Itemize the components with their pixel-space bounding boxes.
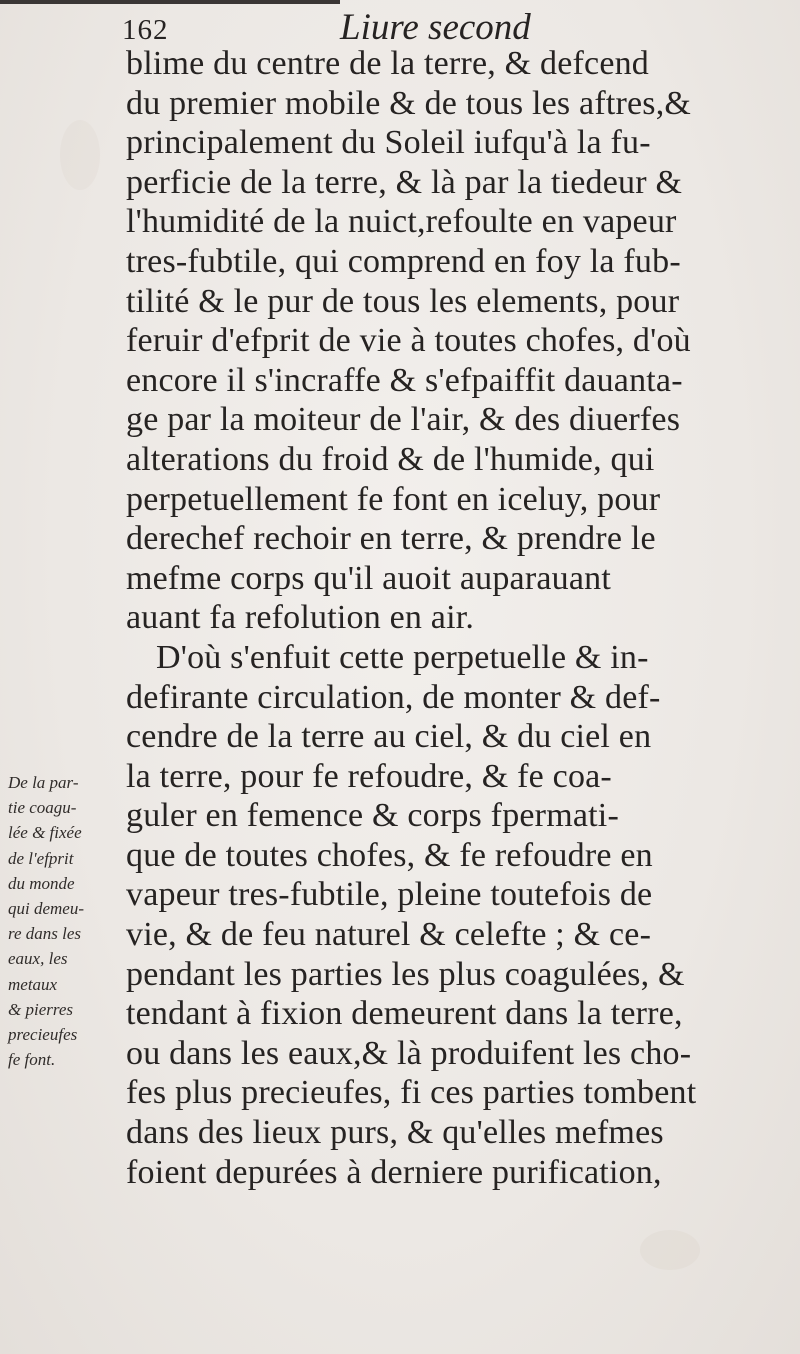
text-line: cendre de la terre au ciel, & du ciel en bbox=[126, 718, 652, 756]
margin-line: re dans les bbox=[8, 924, 82, 944]
text-line: tendant à fixion demeurent dans la terre, bbox=[126, 995, 683, 1033]
margin-line: qui demeu- bbox=[8, 899, 85, 919]
text-line: mefme corps qu'il auoit auparauant bbox=[126, 559, 611, 597]
text-line: guler en femence & corps fpermati- bbox=[126, 797, 619, 835]
text-line: tilité & le pur de tous les elements, pour bbox=[126, 282, 680, 320]
paper-stain bbox=[640, 1230, 700, 1270]
margin-line: de l'efprit bbox=[8, 848, 74, 868]
paper-stain bbox=[60, 120, 100, 190]
margin-line: De la par- bbox=[8, 773, 79, 792]
running-head: Liure second bbox=[340, 7, 531, 48]
text-line: perficie de la terre, & là par la tiedeur & bbox=[126, 163, 683, 201]
text-line: perpetuellement fe font en iceluy, pour bbox=[126, 480, 661, 518]
text-line: du premier mobile & de tous les aftres,& bbox=[126, 84, 692, 122]
marginal-note bbox=[8, 770, 126, 1072]
text-line: ou dans les eaux,& là produifent les cho- bbox=[126, 1034, 692, 1072]
page-number: 162 bbox=[122, 14, 169, 46]
text-line: dans des lieux purs, & qu'elles mefmes bbox=[126, 1114, 664, 1152]
text-line: auant fa refolution en air. bbox=[126, 599, 475, 637]
margin-line: precieufes bbox=[8, 1025, 78, 1045]
paragraph-start-line: D'où s'enfuit cette perpetuelle & in- bbox=[156, 638, 649, 676]
text-line: tres-fubtile, qui comprend en foy la fub- bbox=[126, 242, 681, 280]
text-line: vapeur tres-fubtile, pleine toutefois de bbox=[126, 876, 653, 914]
text-line: principalement du Soleil iufqu'à la fu- bbox=[126, 124, 651, 162]
margin-line: eaux, les bbox=[8, 949, 68, 969]
text-line: encore il s'incraffe & s'efpaiffit dauanta- bbox=[126, 361, 683, 399]
text-line: defirante circulation, de monter & def- bbox=[126, 678, 661, 716]
text-line: derechef rechoir en terre, & prendre le bbox=[126, 520, 656, 558]
text-line: l'humidité de la nuict,refoulte en vapeur bbox=[126, 203, 677, 241]
text-line: blime du centre de la terre, & defcend bbox=[126, 45, 650, 82]
margin-line: tie coagu- bbox=[8, 798, 77, 818]
body-text bbox=[126, 44, 776, 1192]
text-line: la terre, pour fe refoudre, & fe coa- bbox=[126, 757, 612, 795]
text-line: feruir d'efprit de vie à toutes chofes, d'où bbox=[126, 322, 691, 360]
margin-line: fe font. bbox=[8, 1050, 56, 1070]
text-line: foient depurées à derniere purification, bbox=[126, 1153, 662, 1191]
text-line: pendant les parties les plus coagulées, & bbox=[126, 955, 685, 993]
text-line: ge par la moiteur de l'air, & des diuerfes bbox=[126, 401, 681, 439]
text-line: que de toutes chofes, & fe refoudre en bbox=[126, 836, 653, 874]
text-line: vie, & de feu naturel & celefte ; & ce- bbox=[126, 916, 652, 954]
margin-line: & pierres bbox=[8, 999, 74, 1019]
text-line: fes plus precieufes, fi ces parties tombent bbox=[126, 1074, 697, 1112]
page-header bbox=[0, 0, 800, 48]
margin-line: lée & fixée bbox=[8, 823, 82, 843]
margin-line: metaux bbox=[8, 974, 58, 994]
margin-line: du monde bbox=[8, 873, 75, 893]
text-line: alterations du froid & de l'humide, qui bbox=[126, 440, 655, 478]
